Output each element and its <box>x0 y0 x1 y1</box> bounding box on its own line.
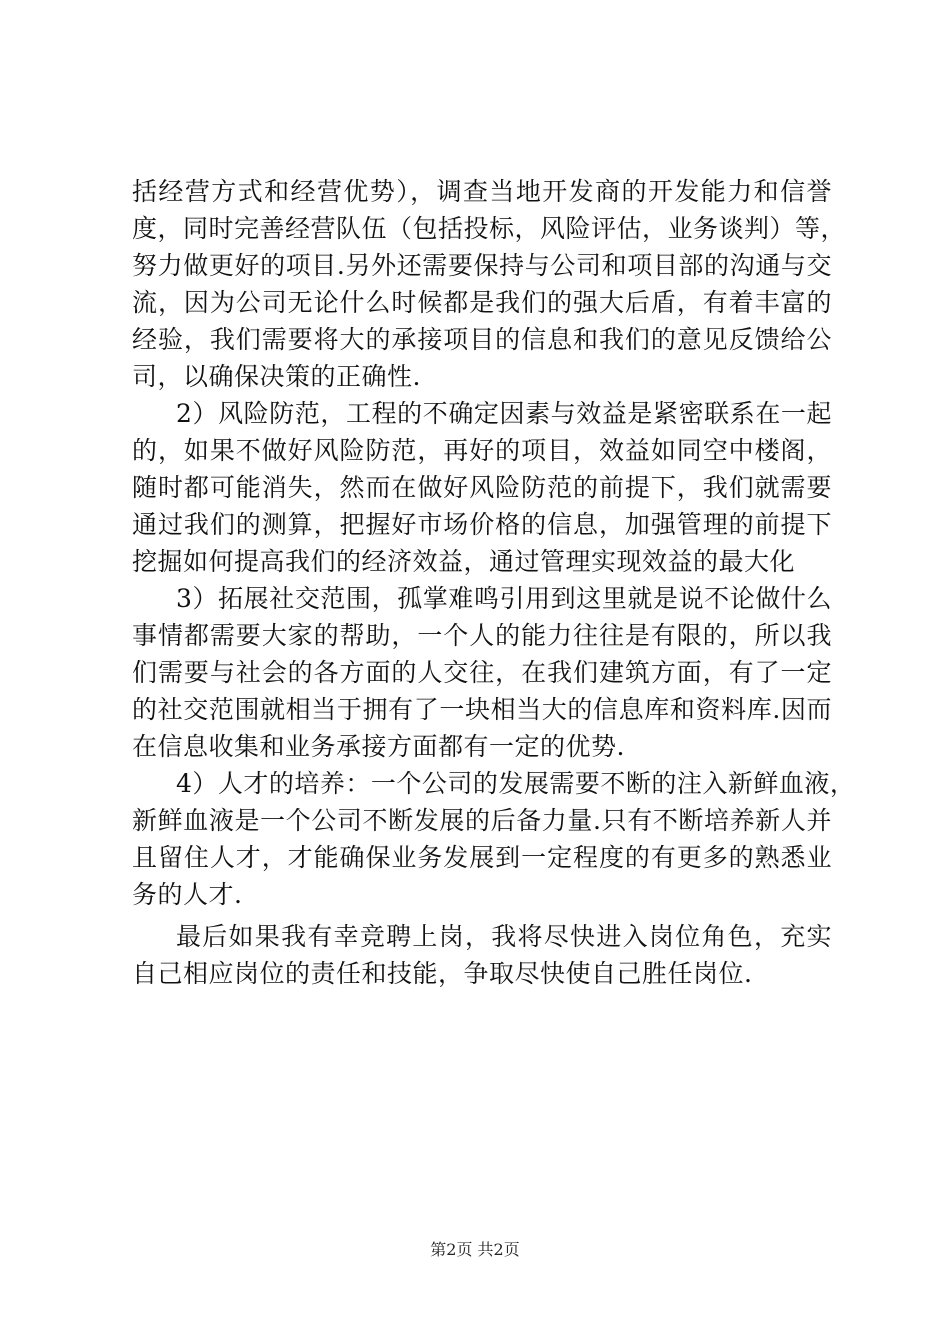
text-line: 3）拓展社交范围，孤掌难鸣引用到这里就是说不论做什么 <box>176 584 832 613</box>
text-line: 在信息收集和业务承接方面都有一定的优势. <box>132 732 625 761</box>
paragraph-closing <box>132 918 832 992</box>
text-line: 通过我们的测算，把握好市场价格的信息，加强管理的前提下 <box>132 510 832 539</box>
paragraph-social-network <box>132 580 832 765</box>
text-line: 流，因为公司无论什么时候都是我们的强大后盾，有着丰富的 <box>132 288 832 317</box>
page-number-label: 第2页 共2页 <box>430 1240 520 1259</box>
text-line: 司，以确保决策的正确性. <box>132 362 421 391</box>
text-line: 务的人才. <box>132 880 243 909</box>
text-line: 最后如果我有幸竞聘上岗，我将尽快进入岗位角色，充实 <box>176 922 832 951</box>
text-line: 努力做更好的项目.另外还需要保持与公司和项目部的沟通与交 <box>132 251 832 280</box>
text-line: 2）风险防范，工程的不确定因素与效益是紧密联系在一起 <box>176 399 832 428</box>
text-line: 的社交范围就相当于拥有了一块相当大的信息库和资料库.因而 <box>132 695 832 724</box>
text-line: 事情都需要大家的帮助，一个人的能力往往是有限的，所以我 <box>132 621 832 650</box>
paragraph-continued <box>132 173 847 395</box>
text-line: 4）人才的培养：一个公司的发展需要不断的注入新鲜血液， <box>176 769 856 798</box>
text-line: 新鲜血液是一个公司不断发展的后备力量.只有不断培养新人并 <box>132 806 832 835</box>
text-line: 们需要与社会的各方面的人交往，在我们建筑方面，有了一定 <box>132 658 832 687</box>
paragraph-talent <box>132 765 856 913</box>
text-line: 挖掘如何提高我们的经济效益，通过管理实现效益的最大化 <box>132 547 796 576</box>
paragraph-risk-prevention <box>132 395 832 580</box>
text-line: 随时都可能消失，然而在做好风险防范的前提下，我们就需要 <box>132 473 832 502</box>
text-line: 度，同时完善经营队伍（包括投标，风险评估，业务谈判）等， <box>132 214 847 243</box>
text-line: 的，如果不做好风险防范，再好的项目，效益如同空中楼阁， <box>132 436 832 465</box>
page-footer <box>0 1238 950 1262</box>
document-body <box>132 173 856 992</box>
text-line: 自己相应岗位的责任和技能，争取尽快使自己胜任岗位. <box>132 959 753 988</box>
text-line: 括经营方式和经营优势），调查当地开发商的开发能力和信誉 <box>132 177 832 206</box>
text-line: 且留住人才，才能确保业务发展到一定程度的有更多的熟悉业 <box>132 843 832 872</box>
text-line: 经验，我们需要将大的承接项目的信息和我们的意见反馈给公 <box>132 325 832 354</box>
